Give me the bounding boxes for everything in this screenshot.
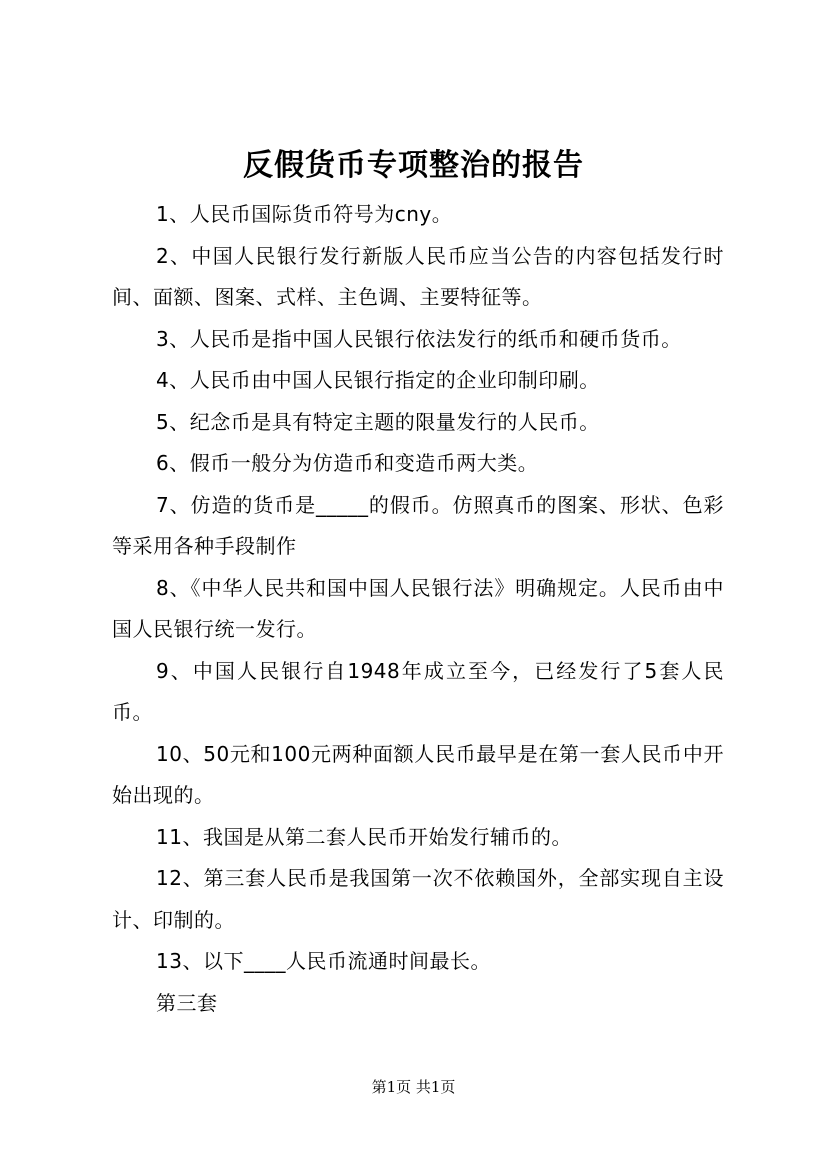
paragraph-2: 2、中国人民银行发行新版人民币应当公告的内容包括发行时间、面额、图案、式样、主色调、主要特征等。 — [112, 243, 724, 309]
paragraph-12: 12、第三套人民币是我国第一次不依赖国外，全部实现自主设计、印制的。 — [112, 866, 724, 932]
document-title: 反假货币专项整治的报告 — [243, 148, 584, 183]
page-number-label: 第1页 共1页 — [371, 1078, 456, 1096]
paragraph-8: 8、《中华人民共和国中国人民银行法》明确规定。人民币由中国人民银行统一发行。 — [112, 575, 724, 641]
paragraph-13: 13、以下____人民币流通时间最长。 — [156, 949, 491, 973]
paragraph-11: 11、我国是从第二套人民币开始发行辅币的。 — [156, 824, 572, 849]
answer-text: 第三套 — [156, 990, 218, 1015]
page-footer — [0, 1076, 827, 1098]
paragraph-7: 7、仿造的货币是_____的假币。仿照真币的图案、形状、色彩等采用各种手段制作 — [112, 492, 724, 558]
paragraph-9: 9、中国人民银行自1948年成立至今，已经发行了5套人民币。 — [112, 658, 724, 724]
paragraph-1: 1、人民币国际货币符号为cny。 — [156, 202, 453, 226]
paragraph-10: 10、50元和100元两种面额人民币最早是在第一套人民币中开始出现的。 — [112, 741, 724, 807]
paragraph-3: 3、人民币是指中国人民银行依法发行的纸币和硬币货币。 — [156, 326, 682, 351]
document-body — [112, 194, 724, 1024]
paragraph-4: 4、人民币由中国人民银行指定的企业印制印刷。 — [156, 368, 600, 392]
paragraph-5: 5、纪念币是具有特定主题的限量发行的人民币。 — [156, 409, 600, 434]
paragraph-6: 6、假币一般分为仿造币和变造币两大类。 — [156, 451, 539, 475]
